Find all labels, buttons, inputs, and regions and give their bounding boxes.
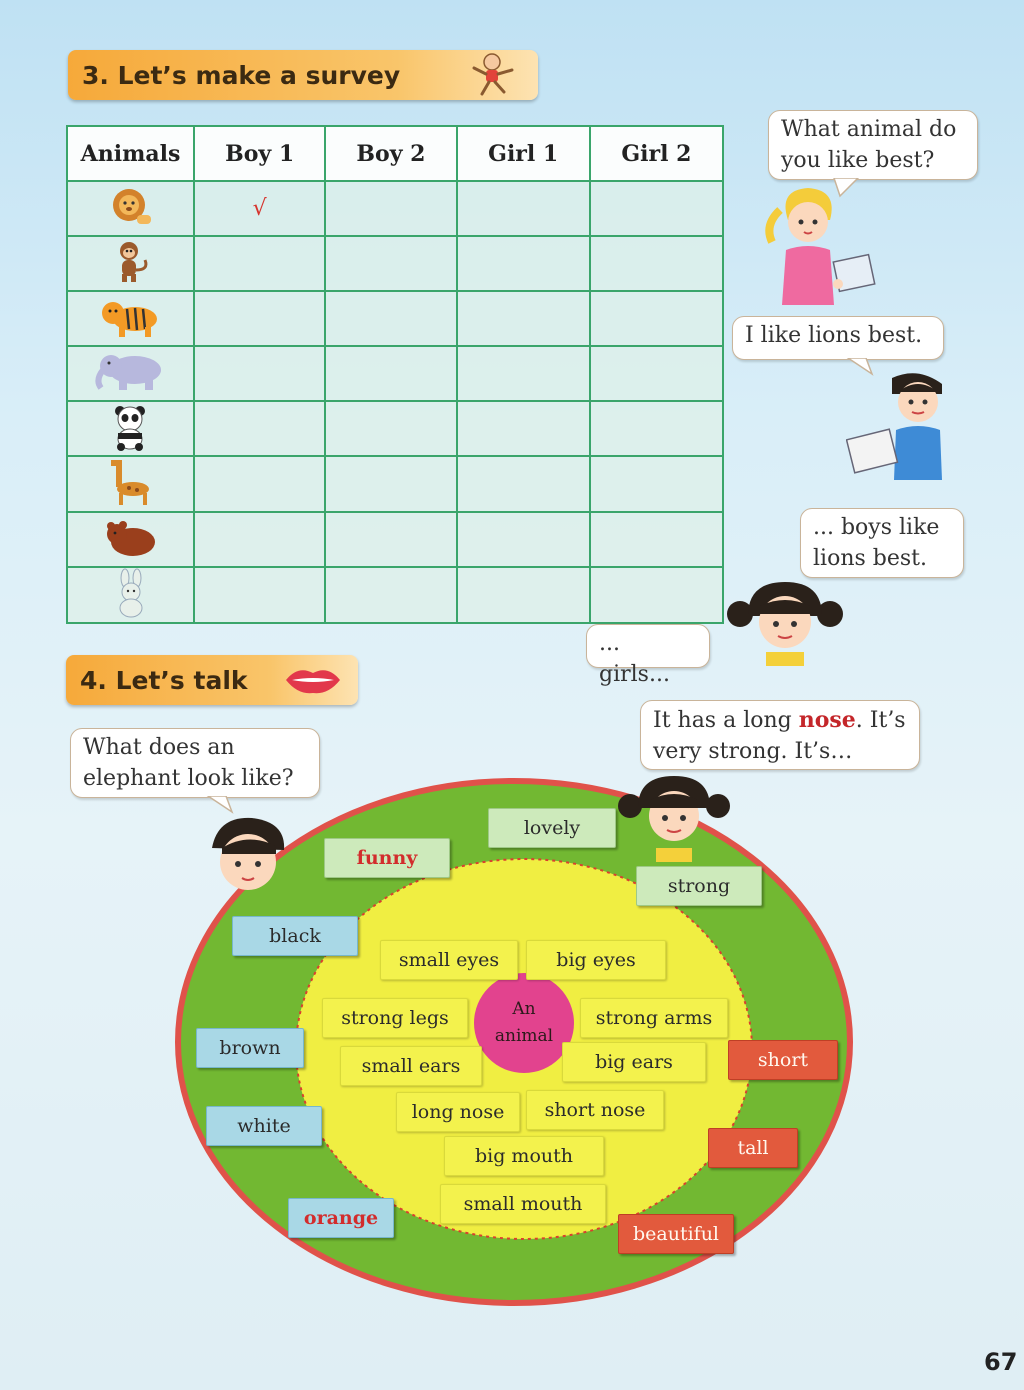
survey-cell[interactable] [325, 291, 456, 346]
speech-bubble-answer [732, 316, 944, 360]
word-text: beautiful [632, 1223, 720, 1245]
table-row [67, 181, 723, 236]
word-card-small-mouth[interactable] [440, 1184, 606, 1224]
word-text: strong legs [341, 1007, 449, 1029]
bubble-text-line: very strong. It’s… [653, 738, 853, 764]
bubble-text-line: lions best. [813, 545, 927, 571]
bear-icon [103, 514, 159, 562]
word-text: small mouth [463, 1193, 583, 1215]
monkey-icon [107, 238, 155, 286]
table-header: Animals [67, 126, 194, 181]
survey-cell[interactable] [590, 401, 723, 456]
survey-cell[interactable] [457, 567, 590, 623]
table-header: Girl 1 [457, 126, 590, 181]
speech-bubble-elephant-answer [640, 700, 920, 770]
word-card-strong[interactable] [636, 866, 762, 906]
word-card-white[interactable] [206, 1106, 322, 1146]
table-header: Boy 1 [194, 126, 325, 181]
animal-cell [67, 456, 194, 512]
word-text: lovely [523, 817, 581, 839]
word-text: strong arms [595, 1007, 713, 1029]
bubble-text-line: What does an [83, 735, 235, 760]
survey-cell[interactable] [457, 346, 590, 401]
center-label [474, 996, 574, 1050]
word-card-big-mouth[interactable] [444, 1136, 604, 1176]
girl-face [614, 772, 734, 862]
survey-cell[interactable] [325, 346, 456, 401]
word-card-big-eyes[interactable] [526, 940, 666, 980]
survey-cell[interactable] [457, 291, 590, 346]
word-text: short [757, 1049, 809, 1071]
survey-cell[interactable] [457, 456, 590, 512]
survey-cell[interactable] [194, 291, 325, 346]
survey-cell[interactable] [590, 291, 723, 346]
page-number: 67 [984, 1348, 1018, 1376]
animal-cell [67, 512, 194, 567]
table-row [67, 456, 723, 512]
word-text: big eyes [556, 949, 636, 971]
animal-cell [67, 181, 194, 236]
center-label-line: An [512, 999, 536, 1019]
word-card-long-nose[interactable] [396, 1092, 520, 1132]
boy-with-paper [846, 362, 956, 482]
survey-cell[interactable] [194, 346, 325, 401]
word-text: funny [356, 847, 418, 869]
answer-text-a: It has a long [653, 708, 799, 733]
table-header: Girl 2 [590, 126, 723, 181]
word-text: small ears [361, 1055, 461, 1077]
elephant-icon [91, 350, 171, 394]
section3-banner [68, 50, 538, 100]
speech-bubble-boys [800, 508, 964, 578]
table-row [67, 401, 723, 456]
word-card-black[interactable] [232, 916, 358, 956]
word-card-beautiful[interactable] [618, 1214, 734, 1254]
survey-cell[interactable] [457, 512, 590, 567]
girl-with-clipboard [758, 180, 878, 310]
answer-text-nose: nose [798, 707, 856, 733]
survey-cell[interactable] [457, 401, 590, 456]
table-header: Boy 2 [325, 126, 456, 181]
survey-cell[interactable] [194, 181, 325, 236]
running-boy-icon [464, 50, 520, 100]
tiger-icon [99, 293, 163, 341]
survey-table [66, 125, 724, 624]
animal-cell [67, 291, 194, 346]
animal-cell [67, 346, 194, 401]
section4-banner [66, 655, 358, 705]
word-text: strong [667, 875, 731, 897]
speech-bubble-girls [586, 624, 710, 687]
table-row [67, 512, 723, 567]
survey-cell[interactable] [325, 567, 456, 623]
animal-cell [67, 401, 194, 456]
bubble-text-line: What animal do [781, 117, 957, 142]
bubble-text-line [653, 705, 907, 737]
survey-cell[interactable] [194, 401, 325, 456]
word-card-tall[interactable] [708, 1128, 798, 1168]
table-row [67, 567, 723, 623]
word-text: white [237, 1115, 291, 1137]
word-card-lovely[interactable] [488, 808, 616, 848]
bubble-text-line: ... boys like [813, 515, 940, 540]
survey-cell[interactable] [325, 512, 456, 567]
survey-cell[interactable] [457, 236, 590, 291]
word-text: long nose [411, 1101, 505, 1123]
survey-cell[interactable] [590, 567, 723, 623]
survey-cell[interactable] [457, 181, 590, 236]
bubble-text-line: elephant look like? [83, 765, 294, 791]
survey-cell[interactable] [590, 346, 723, 401]
girl-with-pigtails [720, 576, 850, 666]
bubble-text-line: I like lions best. [745, 323, 923, 348]
section4-title: 4. Let’s talk [80, 665, 248, 695]
survey-cell[interactable] [325, 401, 456, 456]
word-card-short[interactable] [728, 1040, 838, 1080]
word-card-funny[interactable] [324, 838, 450, 878]
word-card-small-ears[interactable] [340, 1046, 482, 1086]
word-text: black [269, 925, 321, 947]
survey-cell[interactable] [194, 567, 325, 623]
word-card-big-ears[interactable] [562, 1042, 706, 1082]
survey-cell[interactable] [590, 181, 723, 236]
survey-cell[interactable] [590, 456, 723, 512]
survey-cell[interactable] [194, 512, 325, 567]
word-text: brown [219, 1037, 281, 1059]
word-text: orange [303, 1207, 379, 1229]
table-row [67, 346, 723, 401]
word-text: big ears [595, 1051, 673, 1073]
animal-cell [67, 567, 194, 623]
boy-face [204, 814, 294, 904]
word-card-strong-legs[interactable] [322, 998, 468, 1038]
word-text: short nose [544, 1099, 646, 1121]
word-text: big mouth [474, 1145, 573, 1167]
word-card-short-nose[interactable] [526, 1090, 664, 1130]
survey-cell[interactable] [325, 236, 456, 291]
survey-cell[interactable] [590, 512, 723, 567]
lips-icon [284, 665, 342, 695]
bubble-text-line: ... girls... [599, 631, 670, 687]
word-card-orange[interactable] [288, 1198, 394, 1238]
animal-cell [67, 236, 194, 291]
survey-cell[interactable] [325, 181, 456, 236]
table-row [67, 236, 723, 291]
word-card-small-eyes[interactable] [380, 940, 518, 980]
section3-title: 3. Let’s make a survey [82, 60, 401, 90]
bubble-text-line: you like best? [781, 147, 935, 173]
lion-icon [107, 185, 155, 229]
panda-icon [107, 403, 155, 451]
answer-text-b: . It’s [855, 708, 906, 733]
word-card-strong-arms[interactable] [580, 998, 728, 1038]
check-mark: √ [252, 196, 267, 221]
word-card-brown[interactable] [196, 1028, 304, 1068]
survey-cell[interactable] [325, 456, 456, 512]
center-label-line: animal [494, 1026, 554, 1047]
survey-cell[interactable] [194, 456, 325, 512]
word-text: small eyes [398, 949, 500, 971]
word-text: tall [737, 1137, 769, 1159]
survey-cell[interactable] [590, 236, 723, 291]
speech-bubble-question [768, 110, 978, 180]
table-row [67, 291, 723, 346]
survey-cell[interactable] [194, 236, 325, 291]
giraffe-icon [103, 457, 159, 507]
rabbit-icon [107, 568, 155, 618]
